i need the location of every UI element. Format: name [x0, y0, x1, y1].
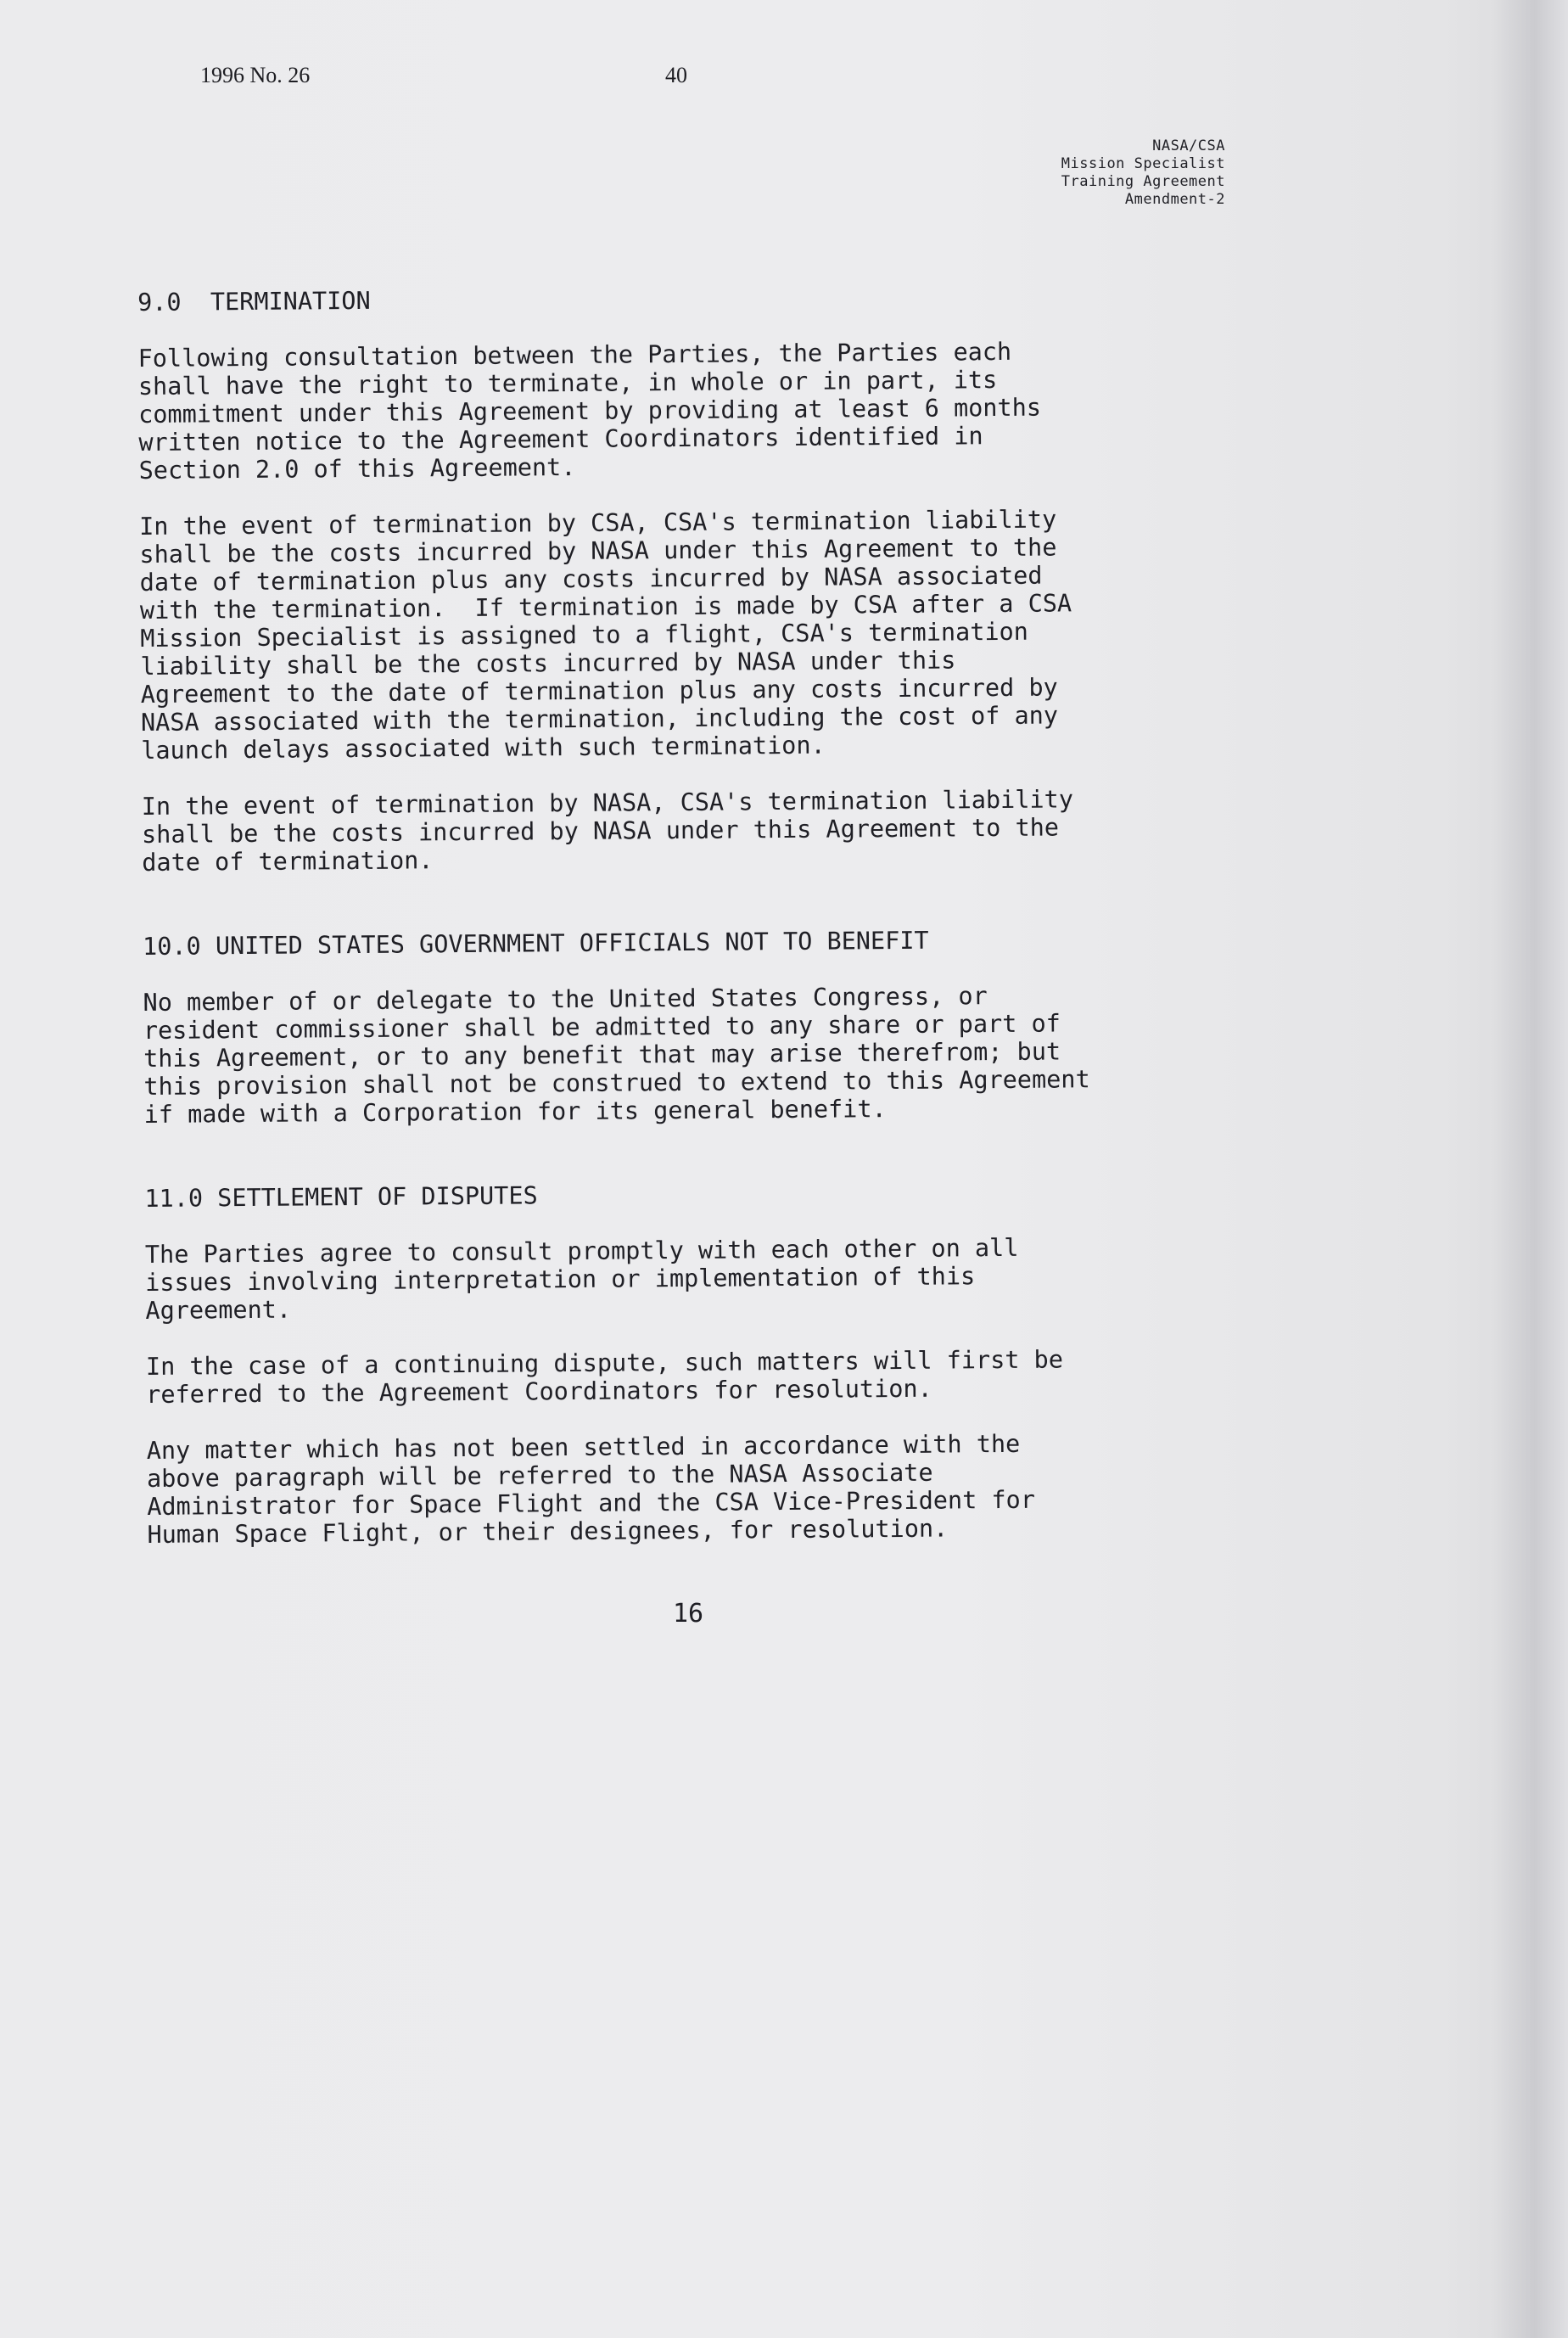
doc-id-line: Training Agreement — [1061, 173, 1225, 190]
publication-reference: 1996 No. 26 — [200, 63, 311, 87]
document-identifier — [1061, 137, 1225, 209]
termination-paragraph-1: Following consultation between the Parties, the Parties each shall have the right to terminate, in whole or in part, its commitment under this Agreement by providing at least 6 months written notice to the Agreement Coordinators identified in Section 2.0 of this Agreement. — [137, 337, 1042, 485]
doc-id-line: Amendment-2 — [1124, 191, 1225, 208]
doc-id-line: NASA/CSA — [1152, 137, 1225, 154]
section-heading-termination: 9.0 TERMINATION — [137, 286, 371, 317]
page-spine-shadow — [1493, 0, 1568, 2338]
page-folio: 16 — [673, 1599, 704, 1629]
disputes-paragraph-3: Any matter which has not been settled in accordance with the above paragraph will be referred to the NASA Associate Administrator for Space Flight and the CSA Vice-President for Human Space Flight, or their designees, for resolution. — [146, 1429, 1036, 1549]
termination-paragraph-3: In the event of termination by NASA, CSA's termination liability shall be the costs incurred by NASA under this Agreement to the date of termination. — [141, 785, 1074, 877]
doc-id-line: Mission Specialist — [1061, 155, 1225, 172]
disputes-paragraph-2: In the case of a continuing dispute, such matters will first be referred to the Agreement Coordinators for resolution. — [145, 1345, 1064, 1409]
section-heading-disputes: 11.0 SETTLEMENT OF DISPUTES — [144, 1181, 538, 1213]
termination-paragraph-2: In the event of termination by CSA, CSA's termination liability shall be the costs incurred by NASA under this Agreement to the date of termination plus any costs incurred by NASA associated with the termination. If termination is made by CSA after a CSA Mission Specialist is assigned to a flight, CSA's termination liability shall be the costs incurred by NASA under this Agreement to the date of termination plus any costs incurred by NASA associated with the termination, including the cost of any launch delays associated with such termination. — [139, 505, 1072, 765]
agreement-body — [137, 280, 1251, 1549]
gazette-page-number: 40 — [665, 63, 687, 87]
government-officials-paragraph: No member of or delegate to the United States Congress, or resident commissioner shall be admitted to any share or part of this Agreement, or to any benefit that may arise therefrom; but this provision shall not be construed to extend to this Agreement if made with a Corporation for its general benefit. — [143, 982, 1090, 1129]
disputes-paragraph-1: The Parties agree to consult promptly with each other on all issues involving interpretation or implementation of this Agreement. — [144, 1233, 1019, 1325]
section-heading-government-officials: 10.0 UNITED STATES GOVERNMENT OFFICIALS NOT TO BENEFIT — [142, 926, 929, 961]
